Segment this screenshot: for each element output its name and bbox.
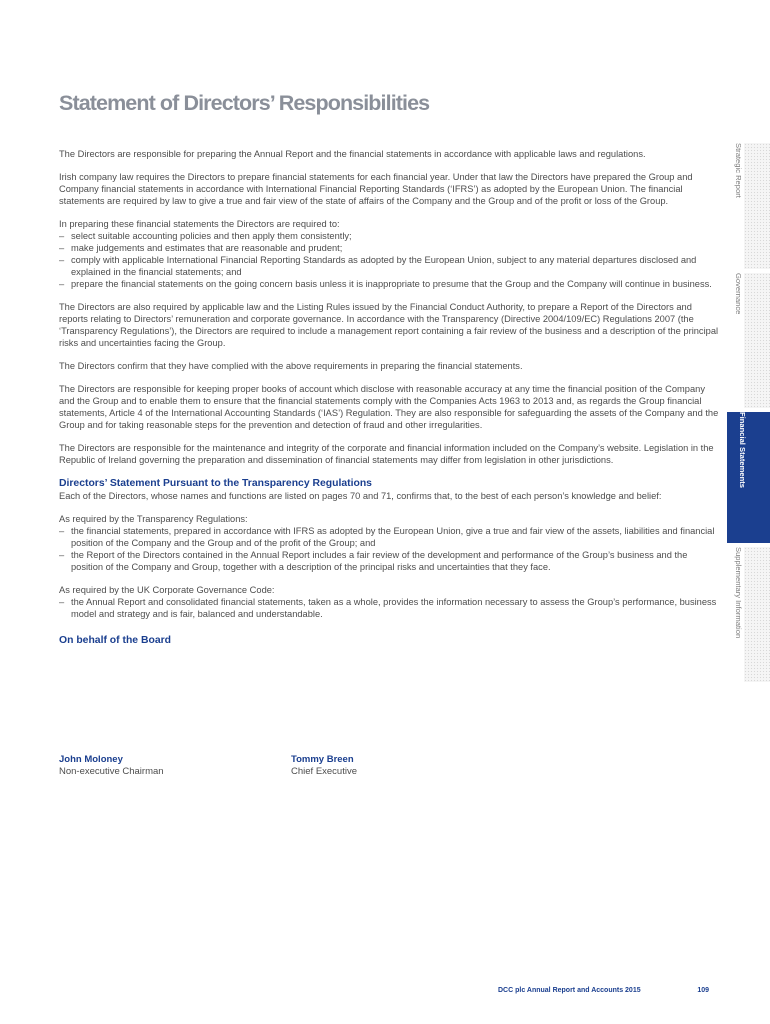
tab-supplementary-information[interactable]: [727, 547, 770, 682]
list-item: – the financial statements, prepared in accordance with IFRS as adopted by the European Union, give a true and fair view of the assets, liabilities and financial position of the Company and the Group and of the profit of the Group; and: [59, 525, 719, 549]
board-heading: On behalf of the Board: [59, 635, 171, 646]
tab-label: Financial Statements: [738, 412, 747, 488]
signatures: [59, 754, 559, 784]
paragraph: The Directors are responsible for the maintenance and integrity of the corporate and financial information included on the Company’s website. Legislation in the Republic of Ireland governing the preparation and dissemination of financial statements may differ from legislation in other jurisdictions.: [59, 443, 714, 465]
page-number: 109: [697, 987, 709, 994]
signatory: [291, 754, 357, 778]
tab-label: Supplementary Information: [734, 547, 743, 639]
paragraph: In preparing these financial statements the Directors are required to:: [59, 219, 340, 229]
code-list: [59, 596, 719, 620]
tab-pattern: [744, 273, 770, 408]
paragraph: Irish company law requires the Directors to prepare financial statements for each financial year. Under that law the Directors have prepared the Group and Company financial statements in accordance with International Financial Reporting Standards (‘IFRS’) as adopted by the European Union. The financial statements are required by law to give a true and fair view of the state of affairs of the Company and the Group and of the profit or loss of the Group.: [59, 172, 693, 206]
list-item: – comply with applicable International Financial Reporting Standards as adopted by the European Union, subject to any material departures disclosed and explained in the financial statements; and: [59, 254, 719, 278]
body-content: [59, 148, 719, 647]
list-item: – prepare the financial statements on the going concern basis unless it is inappropriate to presume that the Group and the Company will continue in business.: [59, 278, 719, 290]
signatory-role: Chief Executive: [291, 766, 358, 777]
paragraph: The Directors are responsible for preparing the Annual Report and the financial statements in accordance with applicable laws and regulations.: [59, 149, 646, 159]
signatory: [59, 754, 164, 778]
paragraph: As required by the Transparency Regulations:: [59, 514, 248, 524]
list-item: – the Report of the Directors contained in the Annual Report includes a fair review of the development and performance of the Group’s business and the position of the Company and Group, together with a description of the principal risks and uncertainties that they face.: [59, 549, 719, 573]
list-item: – the Annual Report and consolidated financial statements, taken as a whole, provides the information necessary to assess the Group’s performance, business model and strategy and is fair, balanced and understandable.: [59, 596, 719, 620]
page-title: Statement of Directors’ Responsibilities: [59, 91, 430, 116]
tab-strategic-report[interactable]: [727, 143, 770, 269]
paragraph: As required by the UK Corporate Governance Code:: [59, 585, 275, 595]
signatory-name: John Moloney: [59, 754, 123, 765]
tab-governance[interactable]: [727, 273, 770, 408]
paragraph: The Directors are also required by applicable law and the Listing Rules issued by the Financial Conduct Authority, to prepare a Report of the Directors and reports relating to Directors’ remuneration and corporate governance. In accordance with the Transparency (Directive 2004/109/EC) Regulations 2007 (the ‘Transparency Regulations’), the Directors are required to include a management report containing a fair review of the business and a description of the principal risks and uncertainties facing the Group.: [59, 302, 719, 348]
paragraph: Each of the Directors, whose names and functions are listed on pages 70 and 71, confirms that, to the best of each person’s knowledge and belief:: [59, 491, 662, 501]
list-item: – select suitable accounting policies and then apply them consistently;: [59, 230, 719, 242]
footer-document-title: DCC plc Annual Report and Accounts 2015: [498, 987, 641, 994]
tab-label: Governance: [734, 273, 743, 315]
paragraph: The Directors are responsible for keeping proper books of account which disclose with reasonable accuracy at any time the financial position of the Company and the Group and to enable them to ensure that the financial statements comply with the Companies Acts 1963 to 2013 and, as regards the Group financial statements, Article 4 of the International Accounting Standards (‘IAS’) Regulation. They are also responsible for safeguarding the assets of the Company and the Group and for taking reasonable steps for the prevention and detection of fraud and other irregularities.: [59, 384, 719, 430]
paragraph: The Directors confirm that they have complied with the above requirements in preparing the financial statements.: [59, 361, 523, 371]
requirements-list: [59, 230, 719, 290]
transparency-list: [59, 525, 719, 573]
signatory-name: Tommy Breen: [291, 754, 354, 765]
transparency-heading: Directors’ Statement Pursuant to the Transparency Regulations: [59, 478, 372, 489]
signatory-role: Non-executive Chairman: [59, 766, 164, 777]
tab-label: Strategic Report: [734, 143, 743, 198]
tab-financial-statements[interactable]: [727, 412, 770, 543]
list-item: – make judgements and estimates that are reasonable and prudent;: [59, 242, 719, 254]
tab-pattern: [744, 547, 770, 682]
tab-pattern: [744, 143, 770, 269]
